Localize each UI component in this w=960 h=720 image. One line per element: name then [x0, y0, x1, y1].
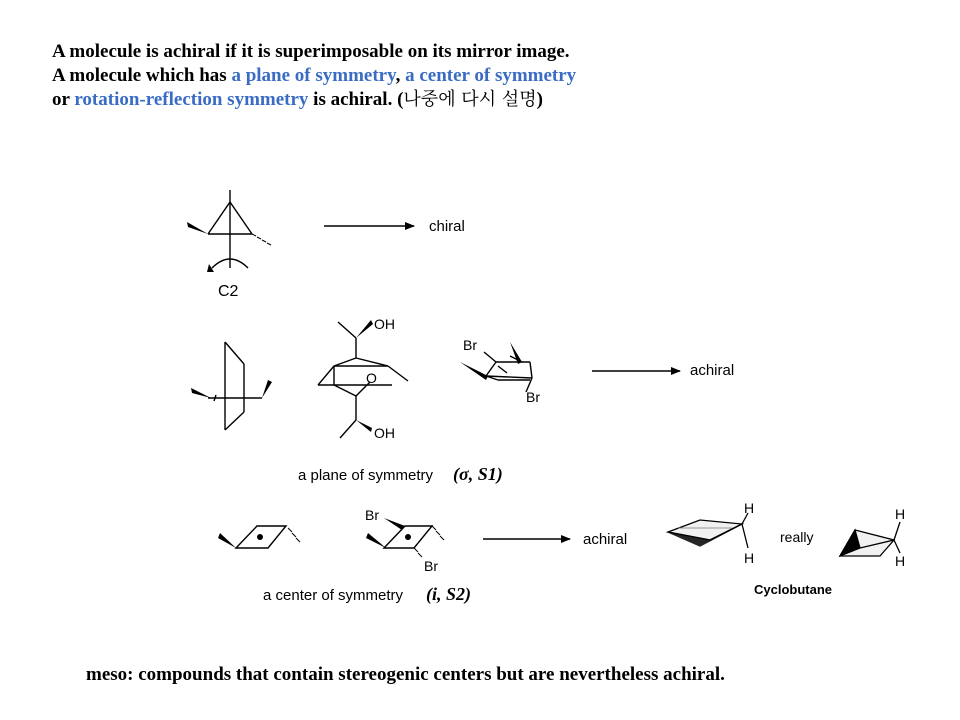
br-top-label: Br [463, 337, 477, 353]
h3-label: H [895, 506, 906, 522]
center-symbol: (i, S2) [426, 584, 471, 604]
center-of-symmetry-term: a center of symmetry [405, 65, 577, 86]
h1-label: H [744, 500, 755, 516]
bicyclic-molecule [191, 342, 272, 430]
h2-label: H [744, 550, 755, 566]
intro-line-1: A molecule is achiral if it is superimposable on its mirror image. [52, 41, 570, 62]
c2-molecule [187, 190, 271, 272]
korean-note: 나중에 다시 설명 [403, 89, 537, 110]
br-bottom-label-3: Br [424, 558, 438, 574]
line3-close: ) [536, 89, 543, 110]
achiral-label-2: achiral [583, 531, 628, 548]
h4-label: H [895, 553, 906, 569]
cyclobutane-dimethyl [218, 526, 300, 548]
line3-prefix: or [52, 89, 75, 110]
cyclobutane-puckered-1 [668, 513, 748, 548]
cyclobutane-label: Cyclobutane [754, 582, 833, 597]
plane-caption: a plane of symmetry [298, 467, 434, 484]
meso-definition: meso: compounds that contain stereogenic centers but are nevertheless achiral. [86, 664, 725, 685]
plane-of-symmetry-term: a plane of symmetry [231, 65, 396, 86]
oh-bottom-label: OH [374, 425, 395, 441]
line2-prefix: A molecule which has [52, 65, 232, 86]
c2-label: C2 [218, 283, 239, 300]
inversion-center-icon [405, 534, 411, 540]
achiral-label-1: achiral [690, 362, 735, 379]
oh-top-label: OH [374, 316, 395, 332]
cyclobutane-dibromo [366, 518, 444, 557]
center-caption: a center of symmetry [263, 587, 404, 604]
br-bottom-label: Br [526, 389, 540, 405]
line2-comma: , [395, 65, 406, 86]
cyclobutane-puckered-2 [840, 522, 900, 556]
chiral-label: chiral [429, 218, 465, 235]
really-label: really [780, 529, 814, 545]
rotation-reflection-term: rotation-reflection symmetry [74, 89, 309, 110]
line3-suffix: is achiral. ( [308, 89, 404, 110]
diol-molecule [318, 320, 408, 438]
plane-symbol: (σ, S1) [453, 464, 503, 484]
inversion-center-icon [257, 534, 263, 540]
br-top-label-3: Br [365, 507, 379, 523]
ring-oxygen-label: O [366, 370, 377, 386]
